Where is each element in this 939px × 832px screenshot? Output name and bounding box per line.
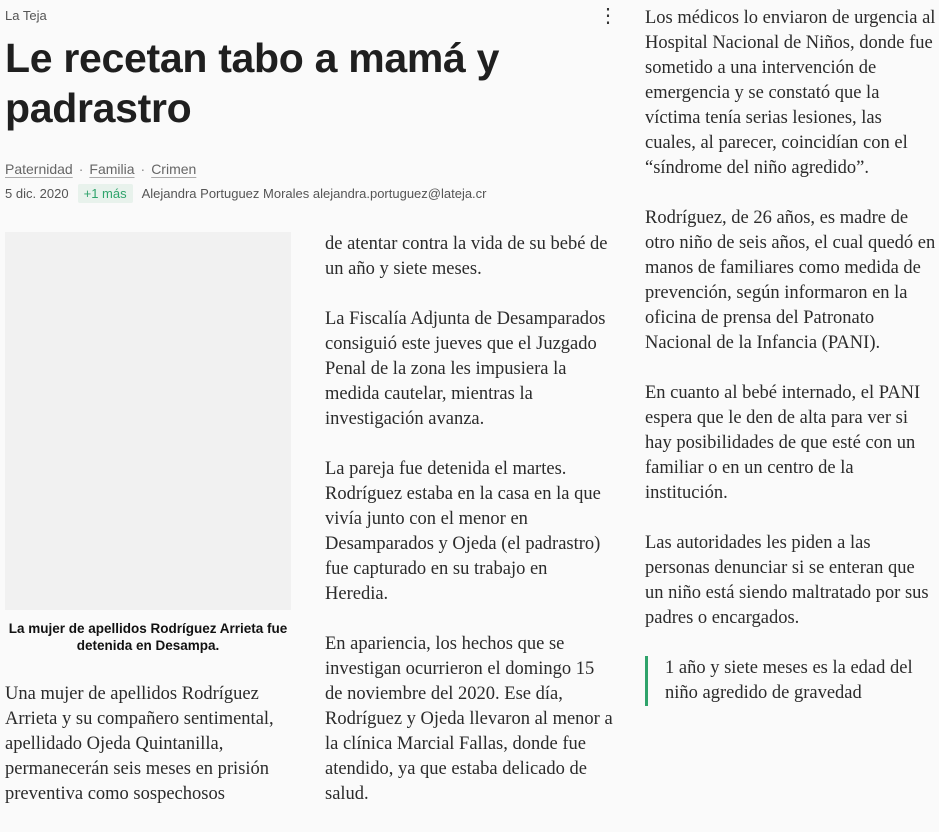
paragraph: La pareja fue detenida el martes. Rodríguez estaba en la casa en la que vivía junto con el menor en Desamparados y Ojeda (el padrastro) fue capturado en su trabajo en Heredia. (325, 459, 601, 604)
paragraph: de atentar contra la vida de su bebé de un año y siete meses. (325, 234, 608, 279)
tag-list (5, 161, 196, 177)
tag-paternidad[interactable]: Paternidad (5, 161, 73, 177)
article-title: Le recetan tabo a mamá y padrastro (5, 35, 500, 131)
publish-date: 5 dic. 2020 (5, 186, 69, 201)
tag-separator: · (78, 161, 84, 177)
more-dates-badge[interactable]: +1 más (78, 184, 133, 203)
source-label[interactable]: La Teja (5, 8, 47, 23)
photo-caption: La mujer de apellidos Rodríguez Arrieta fue detenida en Desampa. (8, 621, 288, 653)
tag-crimen[interactable]: Crimen (151, 161, 197, 177)
article-photo[interactable] (5, 232, 291, 610)
article-column-2 (325, 232, 615, 832)
article-column-3 (645, 6, 937, 731)
article-meta (5, 184, 487, 203)
author-byline[interactable]: Alejandra Portuguez Morales alejandra.portuguez@lateja.cr (141, 186, 487, 201)
tag-separator: · (140, 161, 146, 177)
paragraph: Los médicos lo enviaron de urgencia al Hospital Nacional de Niños, donde fue sometido a una intervención de emergencia y se constató que la víctima tenía serias lesiones, las cuales, al parecer, coincidían con el “síndrome del niño agredido”. (645, 8, 936, 178)
paragraph: Rodríguez, de 26 años, es madre de otro niño de seis años, el cual quedó en manos de familiares como medida de prevención, según informaron en la oficina de prensa del Patronato Nacional de la Infancia (PANI). (645, 208, 936, 353)
paragraph: Las autoridades les piden a las personas denunciar si se enteran que un niño está siendo maltratado por sus padres o encargados. (645, 533, 929, 628)
tag-familia[interactable]: Familia (89, 161, 135, 177)
paragraph: Una mujer de apellidos Rodríguez Arrieta y su compañero sentimental, apellidado Ojeda Quintanilla, permanecerán seis meses en prisión preventiva como sospechosos (5, 684, 274, 804)
paragraph: En apariencia, los hechos que se investigan ocurrieron el domingo 15 de noviembre del 2020. Ese día, Rodríguez y Ojeda llevaron al menor a la clínica Marcial Fallas, donde fue atendido, ya que estaba delicado de salud. (325, 634, 613, 804)
article-column-1 (5, 682, 293, 832)
pull-quote: 1 año y siete meses es la edad del niño agredido de gravedad (645, 656, 937, 706)
more-options-icon[interactable]: ⋮ (598, 5, 618, 27)
paragraph: En cuanto al bebé internado, el PANI espera que le den de alta para ver si hay posibilidades de que esté con un familiar o en un centro de la institución. (645, 383, 921, 503)
paragraph: La Fiscalía Adjunta de Desamparados consiguió este jueves que el Juzgado Penal de la zona les impusiera la medida cautelar, mientras la investigación avanza. (325, 309, 606, 429)
